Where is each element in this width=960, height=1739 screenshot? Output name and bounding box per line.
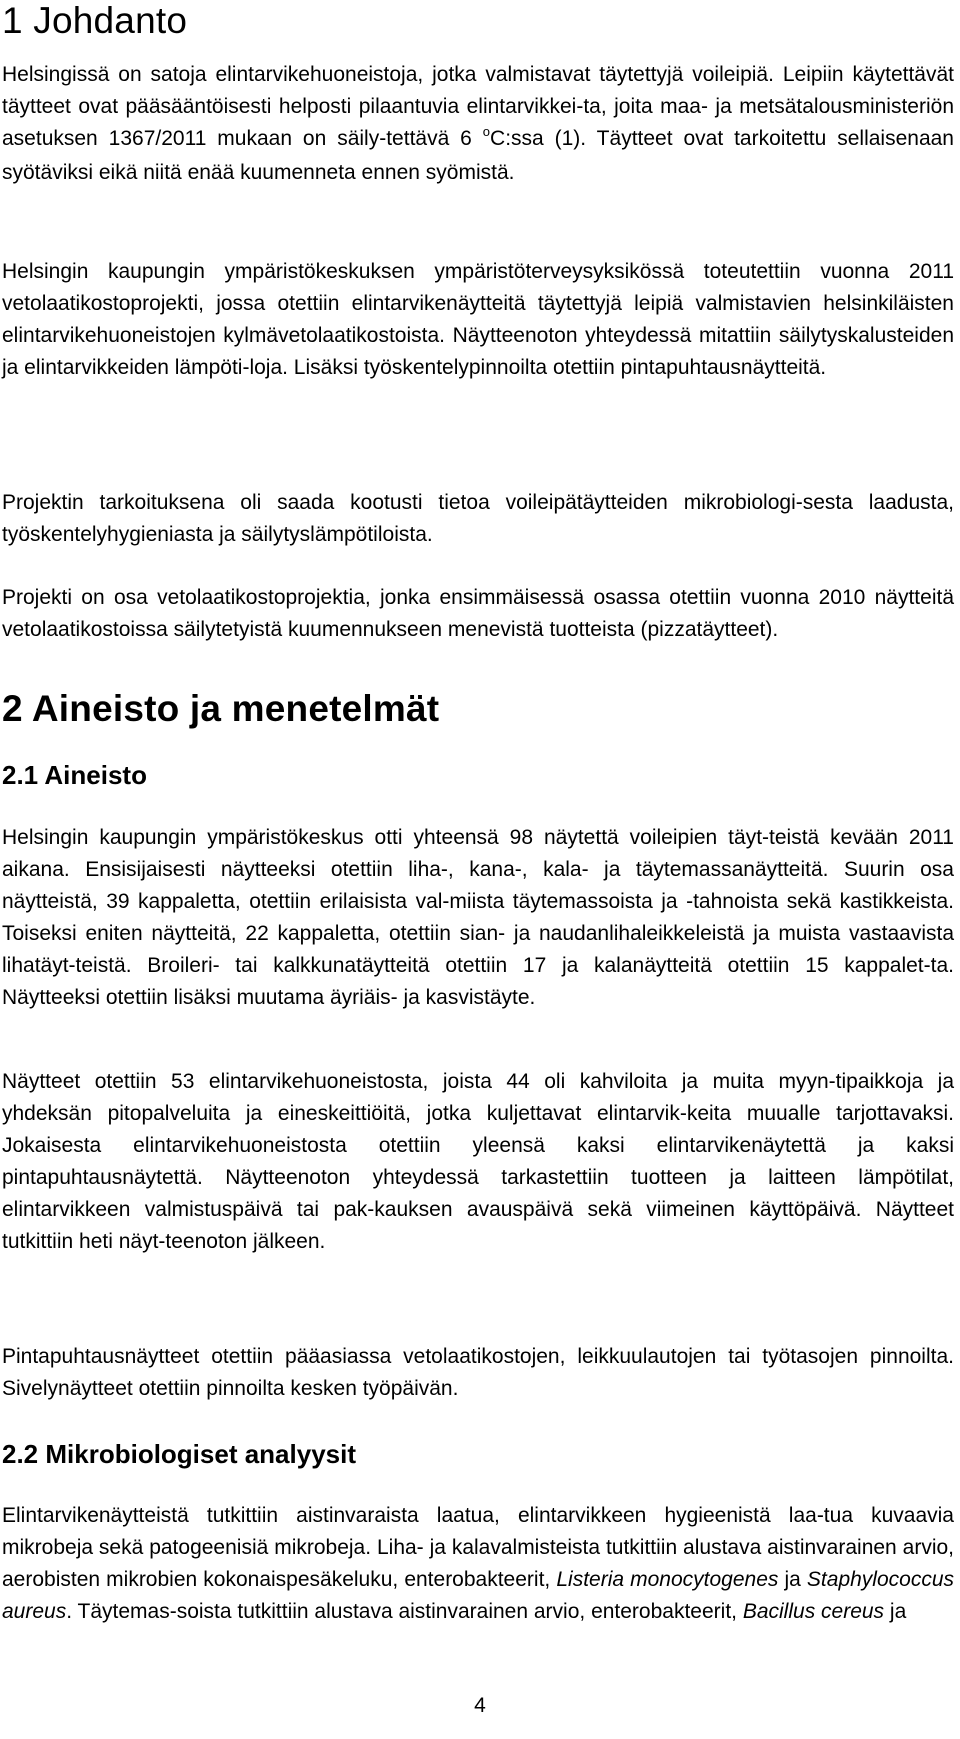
species-bacillus: Bacillus cereus: [742, 1600, 885, 1623]
paragraph-surface-samples: Pintapuhtausnäytteet otettiin pääasiassa vetolaatikostojen, leikkuulautojen tai työtasojen pinnoilta. Sivelynäytteet otettiin pinnoilta kesken työpäivän.: [2, 1345, 954, 1400]
section-heading-aineisto-ja-menetelmat: 2 Aineisto ja menetelmät: [2, 688, 440, 729]
species-staphylococcus: Staphylococcus aureus: [2, 1568, 955, 1623]
analyses-text-d: ja: [884, 1600, 907, 1623]
paragraph-project-description: Helsingin kaupungin ympäristökeskuksen ympäristöterveysyksikössä toteutettiin vuonna 2011 vetolaatikostoprojekti, jossa otettiin elintarvikenäytteitä täytettyjä leipiä valmistavien helsinkiläisten elintarvikehuoneistojen kylmävetolaatikostoista. Näytteenoton yhteydessä mitattiin säilytyskalusteiden ja elintarvikkeiden lämpöti-loja. Lisäksi työskentelypinnoilta otettiin pintapuhtausnäytteitä.: [2, 260, 954, 379]
subsection-heading-aineisto: 2.1 Aineisto: [2, 760, 147, 790]
paragraph-samples: Helsingin kaupungin ympäristökeskus otti yhteensä 98 näytettä voileipien täyt-teistä kevään 2011 aikana. Ensisijaisesti näytteeksi otettiin liha-, kana-, kala- ja täytemassanäytteitä. Suurin osa näytteistä, 39 kappaletta, otettiin erilaisista val-miista täytemassoista ja -tahnoista sekä kastikkeista. Toiseksi eniten näytteitä, 22 kappaletta, otettiin sian- ja naudanlihaleikkeleistä ja muista vastaavista lihatäyt-teistä. Broileri- tai kalkkunatäytteitä otettiin 17 ja kalanäytteitä otettiin 15 kappalet-ta. Näytteeksi otettiin lisäksi muutama äyriäis- ja kasvistäyte.: [2, 826, 954, 1009]
analyses-text-a: Elintarvikenäytteistä tutkittiin aistinvaraista laatua, elintarvikkeen hygieenistä laa-tua kuvaavia mikrobeja sekä patogeenisiä mikrobeja. Liha- ja kalavalmisteista tutkittiin alustava aistinvarainen arvio, aerobisten mikrobien kokonaispesäkeluku, enterobakteerit,: [2, 1504, 954, 1591]
paragraph-intro-text-b: C:ssa (1). Täytteet ovat tarkoitettu sellaisenaan syötäviksi eikä niitä enää kuumenneta ennen syömistä.: [2, 127, 954, 184]
paragraph-project-context: Projekti on osa vetolaatikostoprojektia, jonka ensimmäisessä osassa otettiin vuonna 2010 näytteitä vetolaatikostoissa säilytetyistä kuumennukseen menevistä tuotteista (pizzatäytteet).: [2, 586, 954, 641]
paragraph-intro: [2, 59, 954, 189]
paragraph-microbiological-analyses: [2, 1500, 954, 1628]
analyses-text-b: ja: [778, 1568, 807, 1591]
analyses-text-c: . Täytemas-soista tutkittiin alustava aistinvarainen arvio, enterobakteerit,: [66, 1600, 743, 1623]
paragraph-sampling-sites: Näytteet otettiin 53 elintarvikehuoneistosta, joista 44 oli kahviloita ja muita myyn-tipaikkoja ja yhdeksän pitopalveluita ja eineskeittiöitä, jotka kuljettavat elintarvik-keita muualle tarjottavaksi. Jokaisesta elintarvikehuoneistosta otettiin yleensä kaksi elintarvikenäytettä ja kaksi pintapuhtausnäytettä. Näytteenoton yhteydessä tarkastettiin tuotteen ja laitteen lämpötilat, elintarvikkeen valmistuspäivä tai pak-kauksen avauspäivä sekä viimeinen käyttöpäivä. Näytteet tutkittiin heti näyt-teenoton jälkeen.: [2, 1070, 954, 1253]
species-listeria: Listeria monocytogenes: [556, 1568, 779, 1591]
degree-superscript: o: [482, 124, 491, 139]
paragraph-project-purpose: Projektin tarkoituksena oli saada kootusti tietoa voileipätäytteiden mikrobiologi-sesta laadusta, työskentelyhygieniasta ja säilytyslämpötiloista.: [2, 491, 954, 546]
section-heading-johdanto: 1 Johdanto: [2, 0, 188, 41]
subsection-heading-mikrobiologiset-analyysit: 2.2 Mikrobiologiset analyysit: [2, 1439, 356, 1469]
paragraph-intro-text-a: Helsingissä on satoja elintarvikehuoneistoja, jotka valmistavat täytettyjä voileipiä. Leipiin käytettävät täytteet ovat pääsääntöisesti helposti pilaantuvia elintarvikkei-ta, joita maa- ja metsätalousministeriön asetuksen 1367/2011 mukaan on säily-tettävä 6: [2, 63, 954, 150]
page-number: 4: [474, 1694, 486, 1717]
